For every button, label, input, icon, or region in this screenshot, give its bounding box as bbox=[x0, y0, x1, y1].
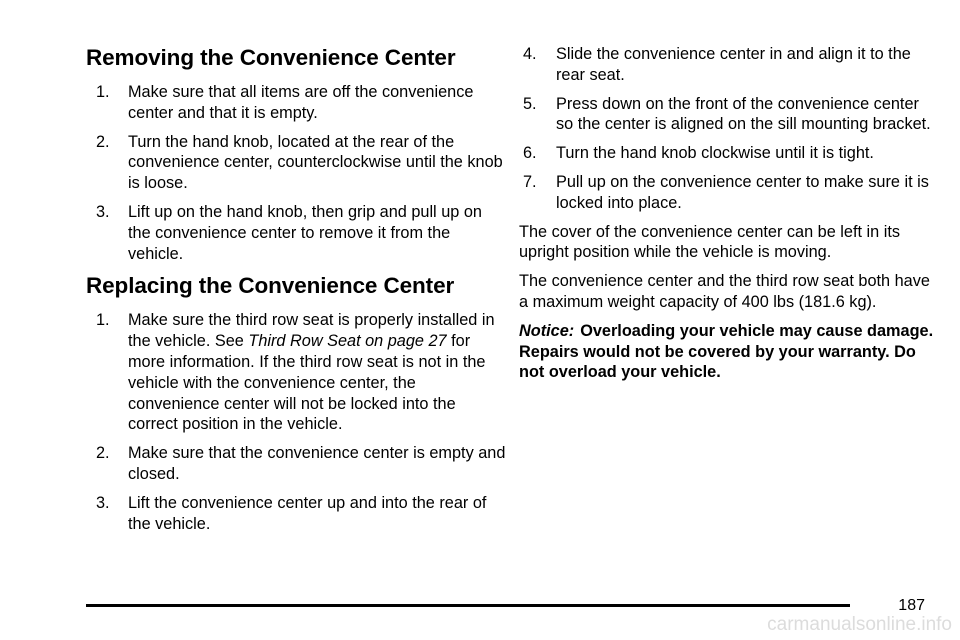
list-item bbox=[96, 443, 506, 485]
step-text: Make sure that all items are off the convenience center and that it is empty. bbox=[128, 83, 474, 122]
step-text: Lift up on the hand knob, then grip and pull up on the convenience center to remove it from the vehicle. bbox=[128, 202, 482, 263]
step-number: 3. bbox=[96, 202, 110, 221]
replacing-steps-continued-list bbox=[519, 44, 939, 214]
section-heading-removing: Removing the Convenience Center bbox=[86, 45, 456, 70]
cover-paragraph: The cover of the convenience center can be left in its upright position while the vehicle is moving. bbox=[519, 222, 901, 262]
page-number: 187 bbox=[898, 597, 925, 614]
step-number: 2. bbox=[96, 132, 110, 151]
step-text: Make sure the third row seat is properly installed in the vehicle. See bbox=[128, 311, 495, 351]
list-item bbox=[523, 143, 939, 164]
notice-paragraph bbox=[519, 321, 939, 383]
step-text: Turn the hand knob clockwise until it is tight. bbox=[556, 144, 874, 163]
step-number: 5. bbox=[523, 94, 537, 113]
removing-steps-list bbox=[86, 82, 506, 264]
left-column bbox=[86, 44, 506, 542]
step-number: 2. bbox=[96, 444, 110, 463]
right-column bbox=[519, 44, 939, 391]
step-number: 4. bbox=[523, 45, 537, 63]
weight-capacity-paragraph: The convenience center and the third row seat both have a maximum weight capacity of 400 lbs (181.6 kg). bbox=[519, 272, 930, 311]
step-number: 7. bbox=[523, 172, 537, 191]
notice-label: Notice: bbox=[519, 321, 575, 340]
step-text: Press down on the front of the convenience center so the center is aligned on the sill mounting bracket. bbox=[556, 94, 931, 134]
list-item bbox=[96, 132, 506, 194]
step-number: 1. bbox=[96, 311, 110, 330]
cross-reference-link[interactable]: Third Row Seat on page 27 bbox=[248, 332, 447, 351]
list-item bbox=[96, 82, 506, 124]
list-item bbox=[96, 310, 506, 435]
list-item bbox=[96, 493, 506, 535]
replacing-steps-list bbox=[86, 310, 506, 534]
step-text: Pull up on the convenience center to make sure it is locked into place. bbox=[556, 172, 929, 212]
list-item bbox=[523, 94, 939, 136]
step-text: Slide the convenience center in and align it to the rear seat. bbox=[556, 45, 911, 84]
step-text: Lift the convenience center up and into the rear of the vehicle. bbox=[128, 493, 487, 533]
step-text: Make sure that the convenience center is empty and closed. bbox=[128, 444, 506, 483]
footer-divider bbox=[86, 604, 850, 607]
watermark: carmanualsonline.info bbox=[767, 614, 952, 635]
step-number: 1. bbox=[96, 83, 110, 101]
step-text-continued: for more information. If the third row seat is not in the vehicle with the convenience center, the convenience center will not be locked into the correct position in the vehicle. bbox=[128, 332, 486, 434]
step-text: Turn the hand knob, located at the rear of the convenience center, counterclockwise until the knob is loose. bbox=[128, 132, 503, 193]
step-number: 6. bbox=[523, 144, 537, 163]
list-item bbox=[523, 44, 939, 86]
list-item bbox=[96, 202, 506, 264]
section-heading-replacing: Replacing the Convenience Center bbox=[86, 273, 455, 299]
notice-text: Overloading your vehicle may cause damage. Repairs would not be covered by your warranty. Do not overload your vehicle. bbox=[519, 321, 934, 382]
step-number: 3. bbox=[96, 493, 110, 512]
list-item bbox=[523, 172, 939, 214]
